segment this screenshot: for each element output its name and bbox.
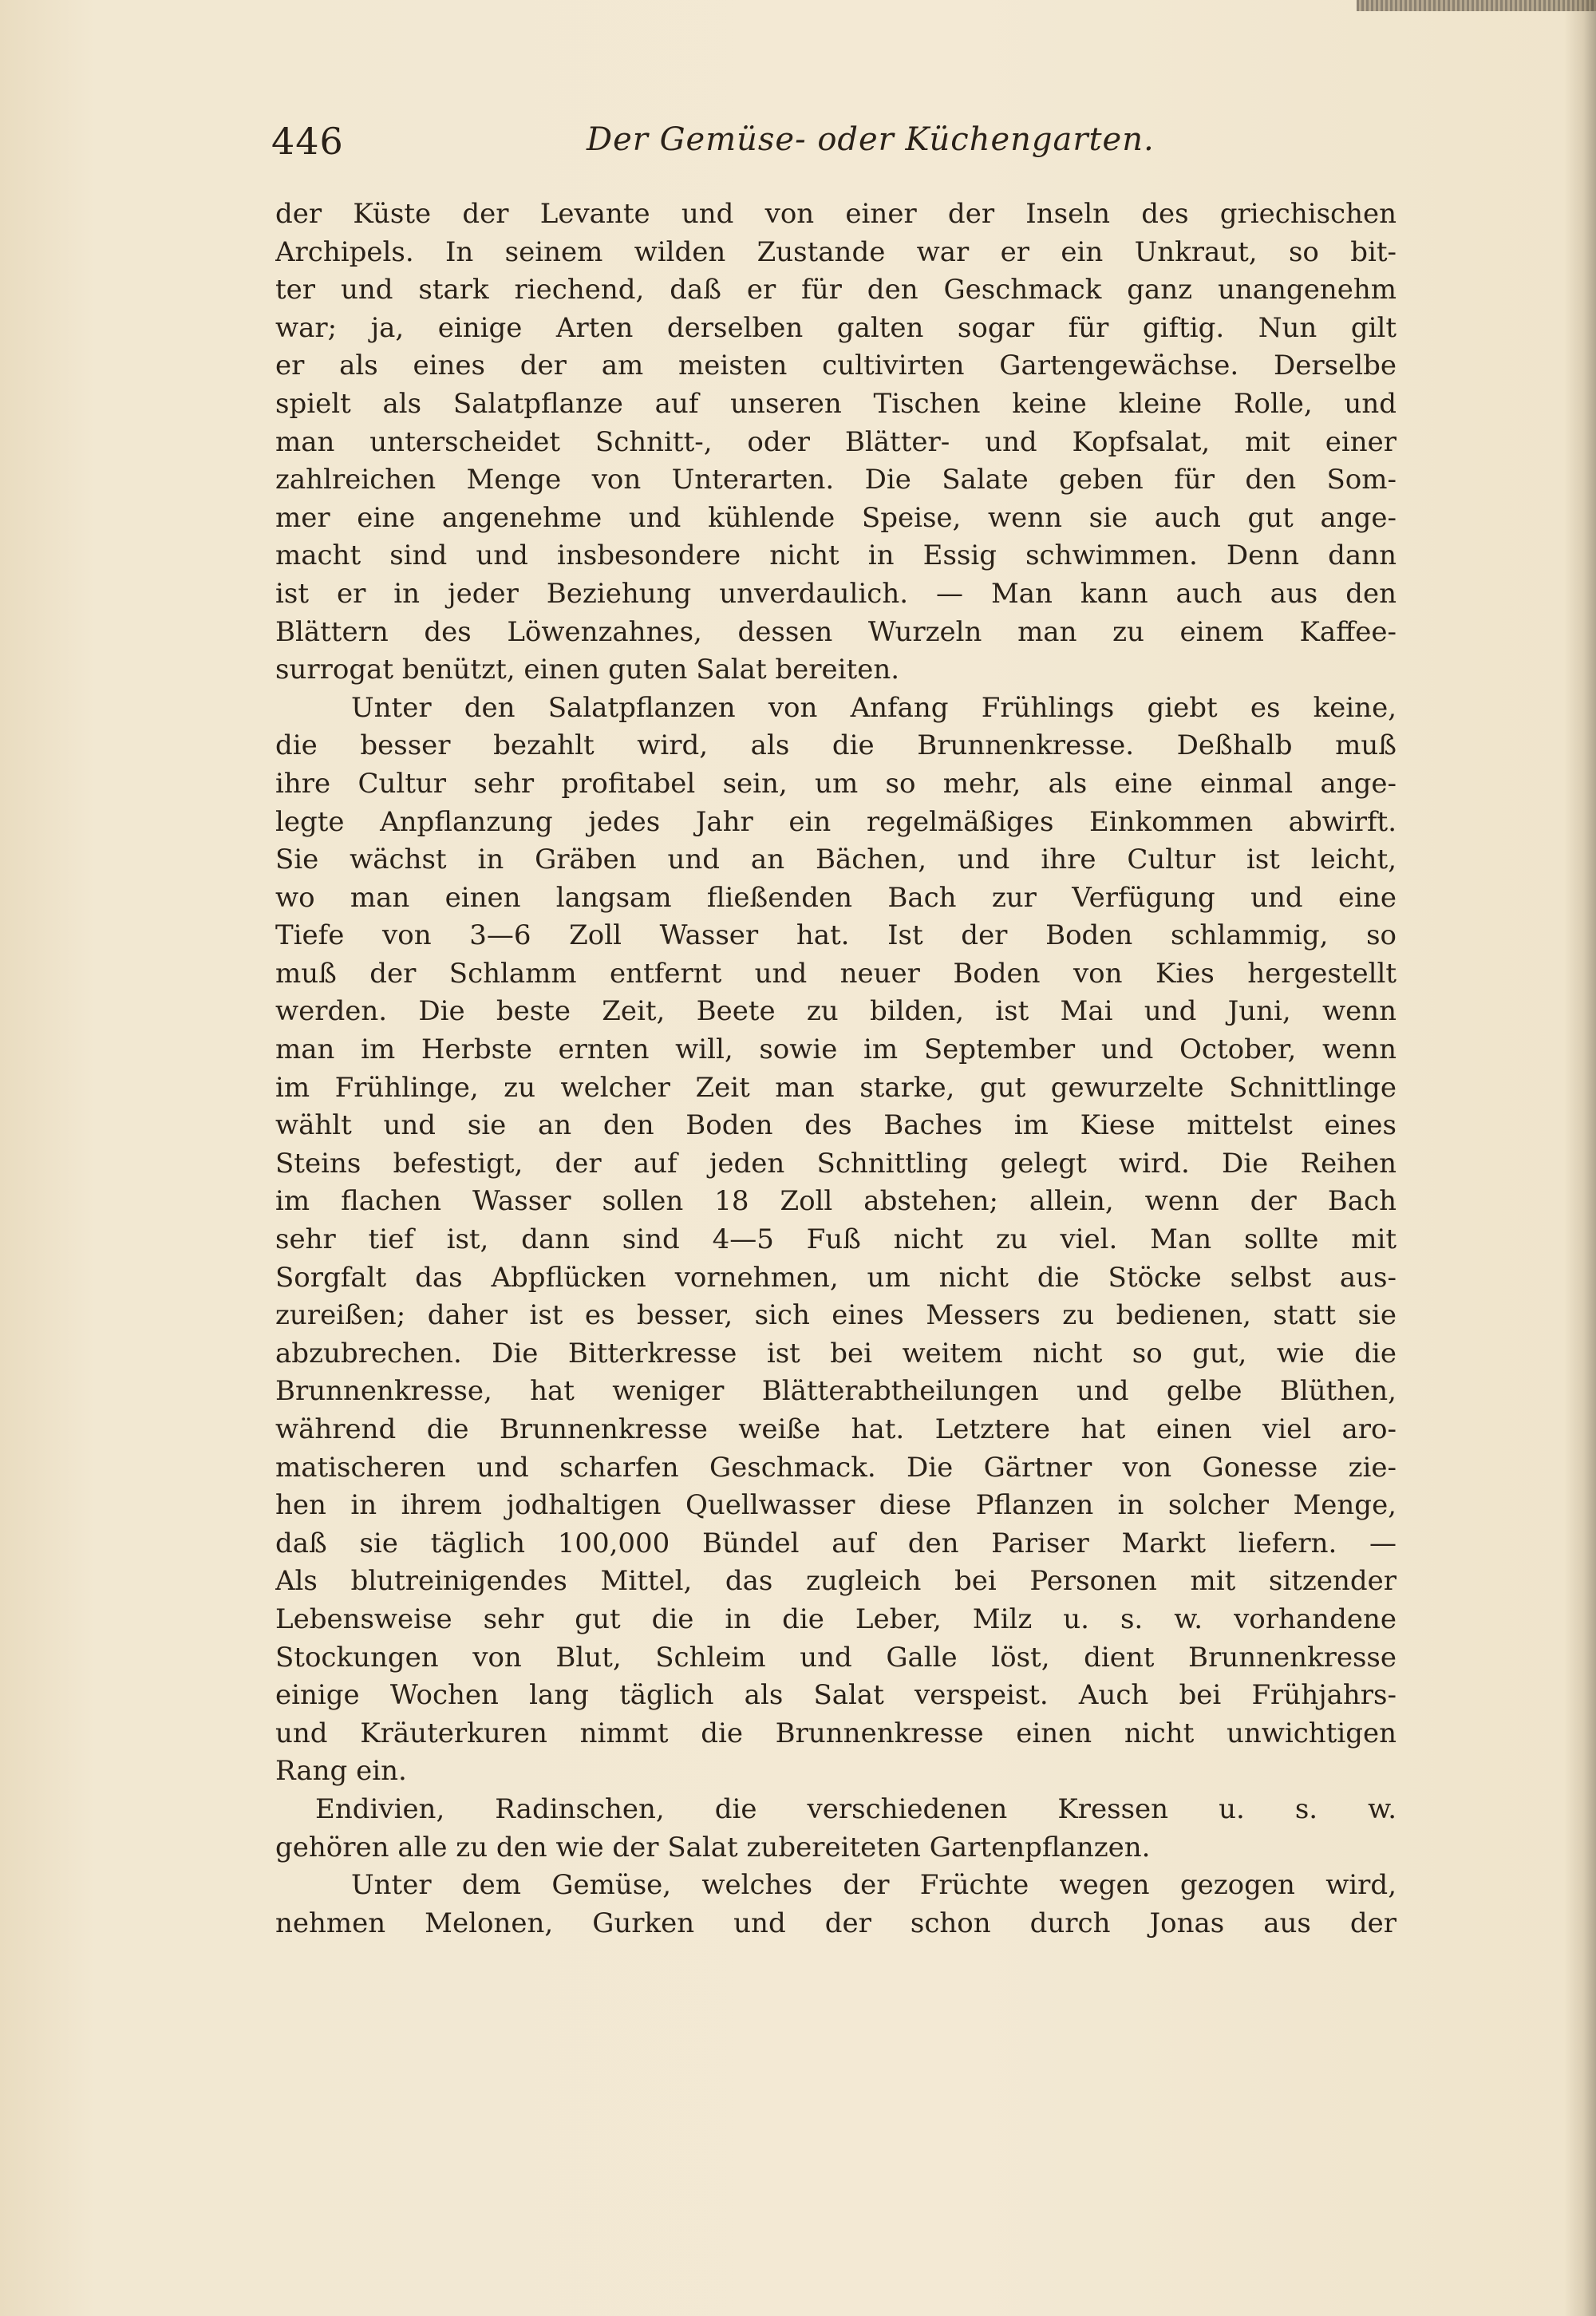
text-line: macht sind und insbesondere nicht in Essig schwimmen. Denn dann bbox=[275, 539, 1396, 572]
text-line: Stockungen von Blut, Schleim und Galle löst, dient Brunnenkresse bbox=[275, 1641, 1396, 1674]
text-line: während die Brunnenkresse weiße hat. Letztere hat einen viel aro- bbox=[275, 1413, 1396, 1445]
text-line: daß sie täglich 100,000 Bündel auf den Pariser Markt liefern. — bbox=[275, 1527, 1396, 1559]
text-line: zahlreichen Menge von Unterarten. Die Salate geben für den Som- bbox=[275, 464, 1396, 496]
text-line: ist er in jeder Beziehung unverdaulich. — Man kann auch aus den bbox=[275, 577, 1396, 610]
paragraph-start-line: Unter dem Gemüse, welches der Früchte wegen gezogen wird, bbox=[351, 1869, 1396, 1902]
text-line: Sorgfalt das Abpflücken vornehmen, um nicht die Stöcke selbst aus- bbox=[275, 1261, 1396, 1294]
text-line: legte Anpflanzung jedes Jahr ein regelmäßiges Einkommen abwirft. bbox=[275, 805, 1396, 838]
text-line: hen in ihrem jodhaltigen Quellwasser diese Pflanzen in solcher Menge, bbox=[275, 1489, 1396, 1522]
text-line: wo man einen langsam fließenden Bach zur Verfügung und eine bbox=[275, 881, 1396, 914]
text-line: ihre Cultur sehr profitabel sein, um so mehr, als eine einmal ange- bbox=[275, 767, 1396, 800]
text-line: war; ja, einige Arten derselben galten sogar für giftig. Nun gilt bbox=[275, 311, 1396, 344]
text-line: zureißen; daher ist es besser, sich eines Messers zu bedienen, statt sie bbox=[275, 1299, 1396, 1332]
text-line: Archipels. In seinem wilden Zustande war er ein Unkraut, so bit- bbox=[275, 235, 1396, 268]
text-line: im flachen Wasser sollen 18 Zoll abstehen; allein, wenn der Bach bbox=[275, 1185, 1396, 1218]
running-title: Der Gemüse- oder Küchengarten. bbox=[587, 121, 1155, 158]
text-line: man unterscheidet Schnitt-, oder Blätter- und Kopfsalat, mit einer bbox=[275, 425, 1396, 458]
paragraph-start-line: Endivien, Radinschen, die verschiedenen Kressen u. s. w. bbox=[315, 1792, 1396, 1825]
text-line: spielt als Salatpflanze auf unseren Tischen keine kleine Rolle, und bbox=[275, 387, 1396, 420]
text-line: Lebensweise sehr gut die in die Leber, Milz u. s. w. vorhandene bbox=[275, 1603, 1396, 1635]
text-line: im Frühlinge, zu welcher Zeit man starke, gut gewurzelte Schnittlinge bbox=[275, 1071, 1396, 1104]
paragraph-start-line: Unter den Salatpflanzen von Anfang Frühlings giebt es keine, bbox=[351, 691, 1396, 724]
page-spine-shadow bbox=[1564, 0, 1596, 2316]
text-line: wählt und sie an den Boden des Baches im Kiese mittelst eines bbox=[275, 1109, 1396, 1142]
text-line: matischeren und scharfen Geschmack. Die Gärtner von Gonesse zie- bbox=[275, 1451, 1396, 1484]
text-line: Sie wächst in Gräben und an Bächen, und ihre Cultur ist leicht, bbox=[275, 844, 1396, 876]
page-edge-decoration bbox=[1357, 0, 1596, 11]
text-line: die besser bezahlt wird, als die Brunnenkresse. Deßhalb muß bbox=[275, 729, 1396, 762]
text-line: man im Herbste ernten will, sowie im September und October, wenn bbox=[275, 1034, 1396, 1066]
page-body-text bbox=[275, 196, 1396, 1943]
text-line: gehören alle zu den wie der Salat zubereiteten Gartenpflanzen. bbox=[275, 1831, 1151, 1863]
page-number: 446 bbox=[271, 120, 344, 163]
text-line: ter und stark riechend, daß er für den Geschmack ganz unangenehm bbox=[275, 274, 1396, 306]
text-line: muß der Schlamm entfernt und neuer Boden von Kies hergestellt bbox=[275, 957, 1396, 990]
text-line: und Kräuterkuren nimmt die Brunnenkresse einen nicht unwichtigen bbox=[275, 1717, 1396, 1749]
text-line: nehmen Melonen, Gurken und der schon durch Jonas aus der bbox=[275, 1907, 1396, 1939]
text-line: Als blutreinigendes Mittel, das zugleich bei Personen mit sitzender bbox=[275, 1565, 1396, 1598]
text-line: mer eine angenehme und kühlende Speise, wenn sie auch gut ange- bbox=[275, 501, 1396, 534]
page-header bbox=[271, 120, 1396, 176]
text-line: der Küste der Levante und von einer der Inseln des griechischen bbox=[275, 198, 1396, 230]
text-line: surrogat benützt, einen guten Salat bereiten. bbox=[275, 654, 900, 686]
text-line: Blättern des Löwenzahnes, dessen Wurzeln man zu einem Kaffee- bbox=[275, 615, 1396, 648]
text-line: Rang ein. bbox=[275, 1755, 407, 1788]
text-line: Tiefe von 3—6 Zoll Wasser hat. Ist der Boden schlammig, so bbox=[275, 919, 1396, 952]
text-line: abzubrechen. Die Bitterkresse ist bei weitem nicht so gut, wie die bbox=[275, 1337, 1396, 1369]
text-line: Brunnenkresse, hat weniger Blätterabtheilungen und gelbe Blüthen, bbox=[275, 1375, 1396, 1408]
text-line: werden. Die beste Zeit, Beete zu bilden, ist Mai und Juni, wenn bbox=[275, 995, 1396, 1028]
text-line: er als eines der am meisten cultivirten Gartengewächse. Derselbe bbox=[275, 350, 1396, 382]
text-line: Steins befestigt, der auf jeden Schnittling gelegt wird. Die Reihen bbox=[275, 1147, 1396, 1180]
text-line: sehr tief ist, dann sind 4—5 Fuß nicht zu viel. Man sollte mit bbox=[275, 1223, 1396, 1256]
text-line: einige Wochen lang täglich als Salat verspeist. Auch bei Frühjahrs- bbox=[275, 1679, 1396, 1712]
